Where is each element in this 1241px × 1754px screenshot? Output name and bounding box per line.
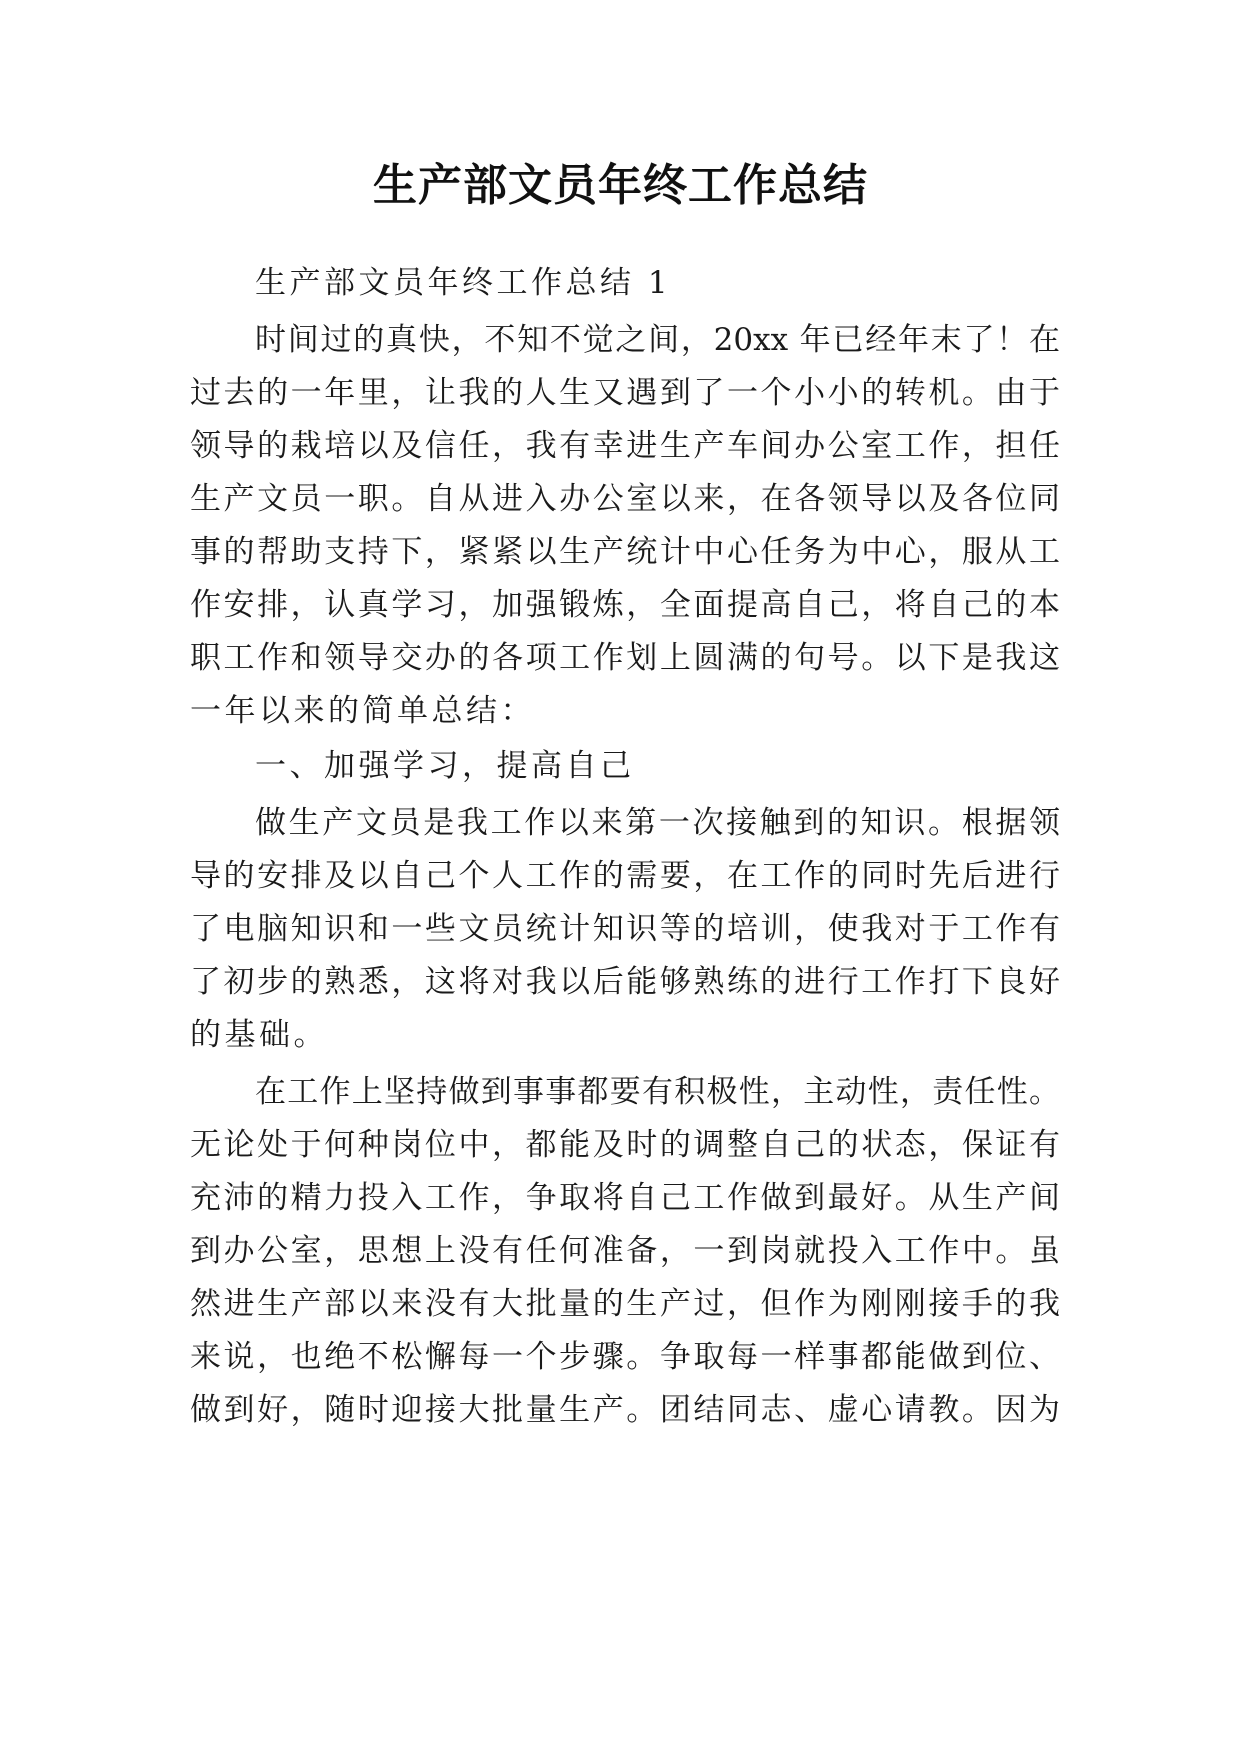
document-title: 生产部文员年终工作总结	[373, 160, 868, 211]
paragraph-line: 时间过的真快，不知不觉之间，20xx 年已经年末了！在	[255, 322, 1060, 358]
paragraph-line: 事的帮助支持下，紧紧以生产统计中心任务为中心，服从工	[190, 534, 1060, 570]
paragraph-line: 了初步的熟悉，这将对我以后能够熟练的进行工作打下良好	[190, 964, 1060, 1000]
paragraph-line: 导的安排及以自己个人工作的需要，在工作的同时先后进行	[190, 858, 1060, 894]
paragraph-line: 职工作和领导交办的各项工作划上圆满的句号。以下是我这	[190, 640, 1060, 676]
paragraph-line: 在工作上坚持做到事事都要有积极性，主动性，责任性。	[255, 1074, 1060, 1110]
paragraph-line: 做生产文员是我工作以来第一次接触到的知识。根据领	[255, 805, 1060, 841]
paragraph-line: 然进生产部以来没有大批量的生产过，但作为刚刚接手的我	[190, 1286, 1060, 1322]
paragraph-line: 领导的栽培以及信任，我有幸进生产车间办公室工作，担任	[190, 428, 1060, 464]
paragraph-line: 过去的一年里，让我的人生又遇到了一个小小的转机。由于	[190, 375, 1060, 411]
paragraph-line: 无论处于何种岗位中，都能及时的调整自己的状态，保证有	[190, 1127, 1060, 1163]
paragraph-line: 作安排，认真学习，加强锻炼，全面提高自己，将自己的本	[190, 587, 1060, 623]
section-heading: 一、加强学习，提高自己	[255, 748, 635, 784]
paragraph-line: 到办公室，思想上没有任何准备，一到岗就投入工作中。虽	[190, 1233, 1060, 1269]
paragraph-line: 充沛的精力投入工作，争取将自己工作做到最好。从生产间	[190, 1180, 1060, 1216]
paragraph-line: 的基础。	[190, 1017, 328, 1053]
paragraph-line: 一年以来的简单总结：	[190, 693, 535, 729]
section-subtitle: 生产部文员年终工作总结 1	[255, 265, 672, 301]
paragraph-line: 来说，也绝不松懈每一个步骤。争取每一样事都能做到位、	[190, 1339, 1060, 1375]
paragraph-line: 了电脑知识和一些文员统计知识等的培训，使我对于工作有	[190, 911, 1060, 947]
paragraph-line: 做到好，随时迎接大批量生产。团结同志、虚心请教。因为	[190, 1392, 1060, 1428]
paragraph-line: 生产文员一职。自从进入办公室以来，在各领导以及各位同	[190, 481, 1060, 517]
